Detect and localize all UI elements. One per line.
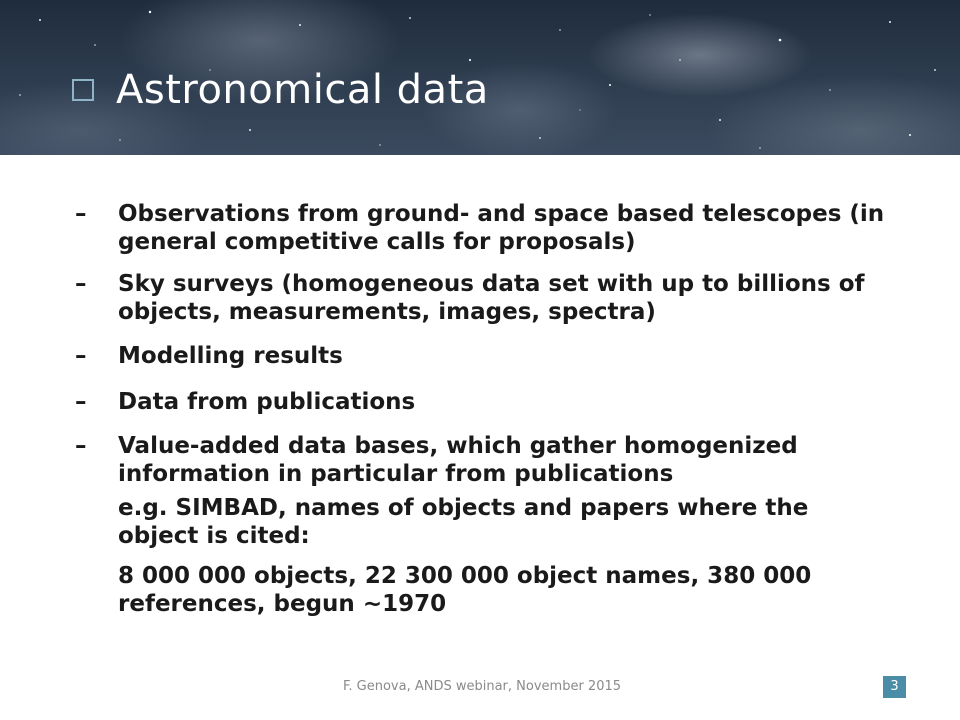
bullet-text: Observations from ground- and space based telescopes (in general competitive calls for proposals) — [118, 201, 885, 255]
bullet-item-value-added — [75, 432, 895, 488]
bullet-item-publications — [75, 388, 895, 416]
title-row — [72, 62, 489, 118]
continuation-simbad — [75, 494, 895, 550]
dash-marker: – — [75, 433, 87, 459]
bullet-item-observations — [75, 200, 895, 256]
header-banner — [0, 0, 960, 155]
footer-citation: F. Genova, ANDS webinar, November 2015 — [343, 679, 622, 694]
continuation-text: e.g. SIMBAD, names of objects and papers where the object is cited: — [118, 495, 809, 549]
continuation-statistics — [75, 562, 895, 618]
bullet-text: Value-added data bases, which gather homogenized information in particular from publications — [118, 433, 798, 487]
bullet-text: Modelling results — [118, 343, 343, 369]
page-number-badge: 3 — [883, 676, 906, 698]
slide-title: Astronomical data — [116, 67, 489, 113]
dash-marker: – — [75, 271, 87, 297]
square-bullet-icon — [72, 79, 94, 101]
bullet-text: Sky surveys (homogeneous data set with up to billions of objects, measurements, images, spectra) — [118, 271, 865, 325]
dash-marker: – — [75, 343, 87, 369]
bullet-item-modelling — [75, 342, 895, 370]
dash-marker: – — [75, 389, 87, 415]
dash-marker: – — [75, 201, 87, 227]
bullet-item-sky-surveys — [75, 270, 895, 326]
bullet-text: Data from publications — [118, 389, 416, 415]
continuation-text: 8 000 000 objects, 22 300 000 object names, 380 000 references, begun ~1970 — [118, 563, 812, 617]
